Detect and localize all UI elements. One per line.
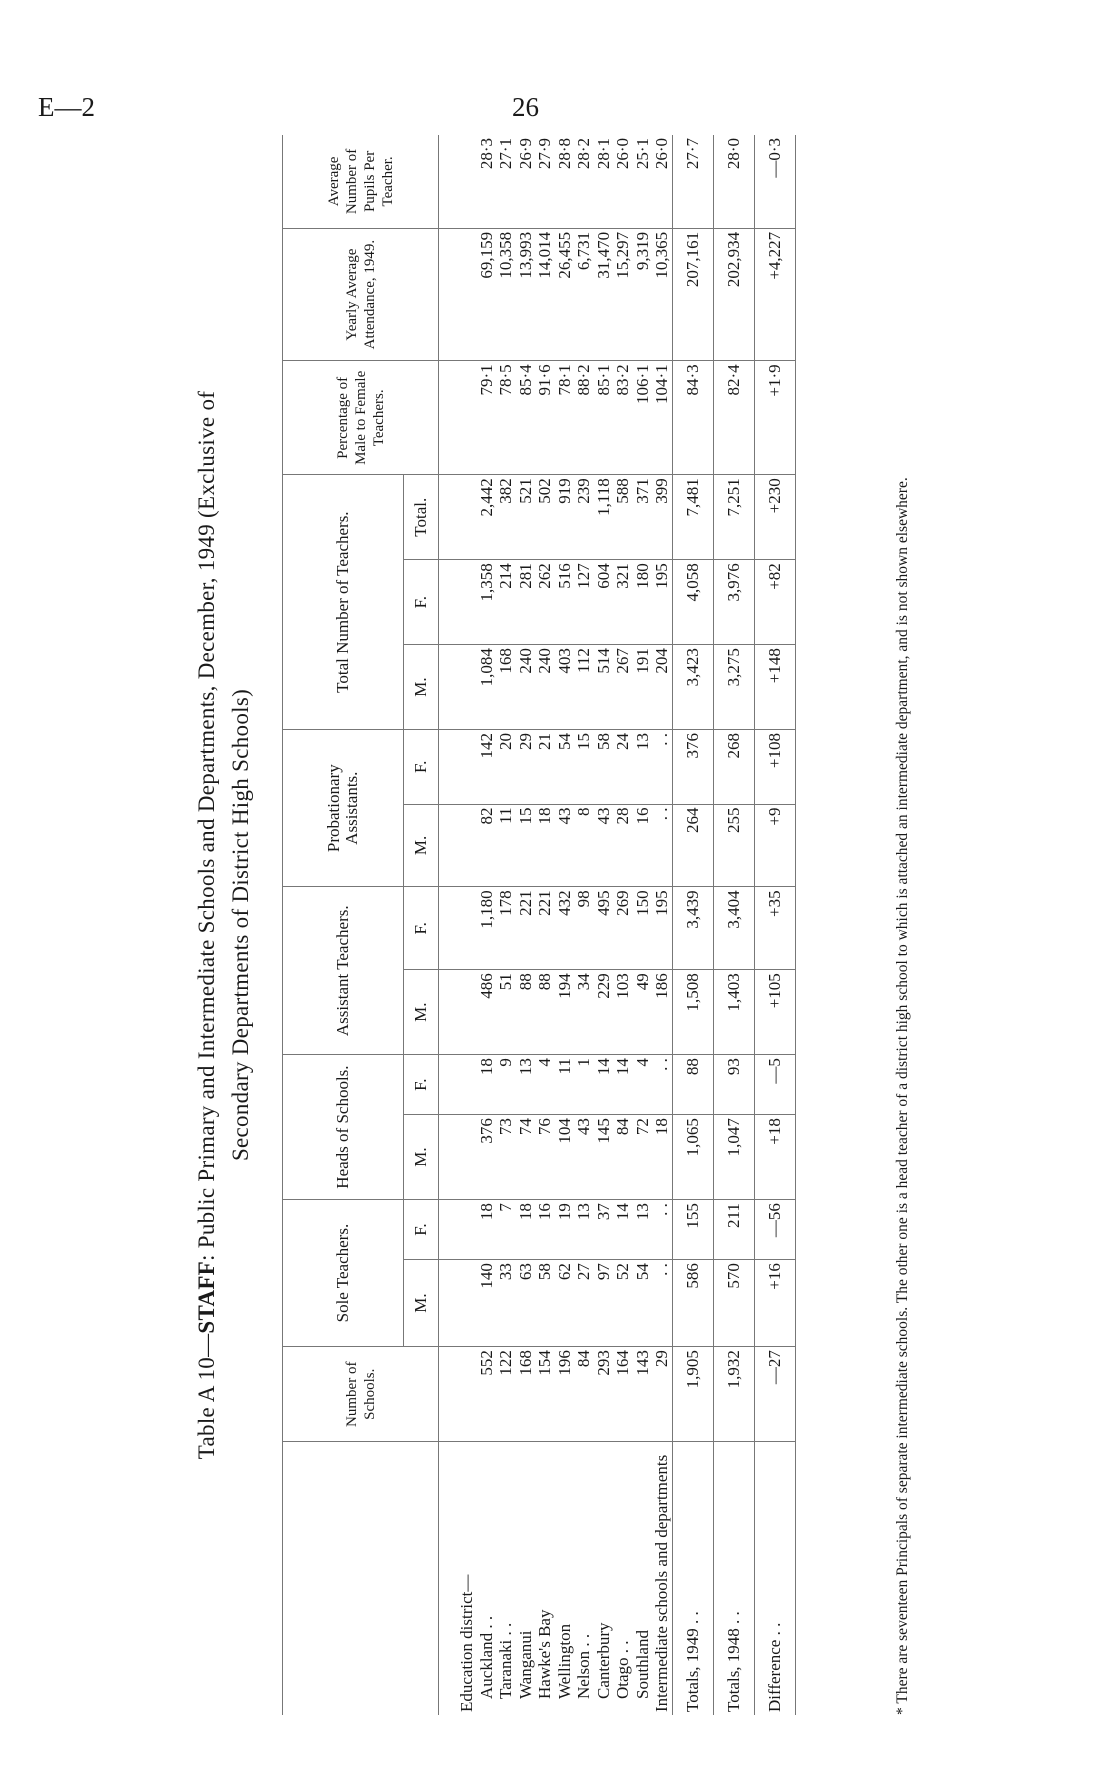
table-cell: 34 [574,970,594,1055]
table-cell: 27·7 [672,135,713,228]
table-cell: 1,118 [594,475,614,560]
table-cell: 85·1 [594,361,614,475]
table-cell: . . [652,730,672,805]
table-cell: —27 [754,1347,795,1442]
table-cell: 13,993 [516,228,536,361]
table-cell: —56 [754,1200,795,1260]
table-cell: 186 [652,970,672,1055]
table-cell: 13 [574,1200,594,1260]
subheader-f: F. [404,1055,439,1115]
table-cell: 97 [594,1260,614,1347]
table-cell: 4 [633,1055,653,1115]
table-cell: 52 [613,1260,633,1347]
table-cell: 229 [594,970,614,1055]
table-cell: +105 [754,970,795,1055]
title-line2: Secondary Departments of District High Schools) [228,688,253,1162]
table-cell: 194 [555,970,575,1055]
table-row [754,135,795,1715]
table-cell: 69,159 [477,228,497,361]
table-cell: 140 [477,1260,497,1347]
table-cell: 11 [496,804,516,887]
table-cell: 4,058 [672,560,713,645]
table-cell [439,730,477,805]
row-label: Auckland . . [476,1615,496,1699]
table-cell [439,1260,477,1347]
table-cell: 28·1 [594,135,614,228]
table-cell: +230 [754,475,795,560]
table-cell: 3,423 [672,645,713,730]
table-cell: 3,976 [713,560,754,645]
row-label: Wanganui [515,1630,535,1699]
table-cell: 1,508 [672,970,713,1055]
table-cell: 9,319 [633,228,653,361]
table-cell: 25·1 [633,135,653,228]
table-cell: 376 [477,1115,497,1200]
table-cell: 588 [613,475,633,560]
table-cell: 516 [555,560,575,645]
table-cell: 88·2 [574,361,594,475]
table-row [672,135,713,1715]
table-cell: 514 [594,645,614,730]
table-cell: 19 [555,1200,575,1260]
subheader-f: F. [404,1200,439,1260]
table-cell: 3,404 [713,887,754,970]
table-cell: 195 [652,887,672,970]
table-row [594,135,614,1715]
table-cell: 9 [496,1055,516,1115]
table-cell: 14 [613,1200,633,1260]
table-cell: 58 [594,730,614,805]
table-cell: 154 [535,1347,555,1442]
table-cell [439,1055,477,1115]
table-cell: 1 [574,1055,594,1115]
table-cell: 267 [613,645,633,730]
table-cell: 18 [477,1055,497,1115]
table-cell: 88 [516,970,536,1055]
table-cell: 54 [633,1260,653,1347]
table-cell: 293 [594,1347,614,1442]
table-cell: 15 [574,730,594,805]
table-cell: 10,358 [496,228,516,361]
table-cell [439,475,477,560]
title-rest: : Public Primary and Intermediate Schools and Departments, December, 1949 (Exclusive of [194,390,219,1261]
table-row [574,135,594,1715]
table-cell: 84 [613,1115,633,1200]
table-cell: 26·0 [613,135,633,228]
table-cell: 3,439 [672,887,713,970]
table-cell: 240 [535,645,555,730]
table-cell: 104 [555,1115,575,1200]
table-cell: 8 [574,804,594,887]
table-cell: 10,365 [652,228,672,361]
table-cell: 178 [496,887,516,970]
row-label: Difference . . [754,1442,795,1715]
table-cell: 604 [594,560,614,645]
table-cell: 79·1 [477,361,497,475]
table-cell: 3,275 [713,645,754,730]
header-percentage-male-female: Percentage of Male to Female Teachers. [283,361,439,475]
table-cell: 1,084 [477,645,497,730]
table-cell: 552 [477,1347,497,1442]
table-cell: 204 [652,645,672,730]
table-cell: 221 [535,887,555,970]
table-cell: 376 [672,730,713,805]
table-cell: 18 [535,804,555,887]
table-cell: . . [652,804,672,887]
table-cell: 13 [516,1055,536,1115]
subheader-f: F. [404,730,439,805]
table-cell: 29 [516,730,536,805]
table-cell: 88 [672,1055,713,1115]
table-cell: 31,470 [594,228,614,361]
subheader-m: M. [404,804,439,887]
table-cell: 54 [555,730,575,805]
table-cell: 16 [633,804,653,887]
table-cell: 1,065 [672,1115,713,1200]
table-cell: 18 [652,1115,672,1200]
table-cell: 214 [496,560,516,645]
subheader-f: F. [404,560,439,645]
table-row [477,135,497,1715]
subheader-f: F. [404,887,439,970]
table-cell: 403 [555,645,575,730]
table-cell: 18 [477,1200,497,1260]
table-cell: 26·9 [516,135,536,228]
table-cell: 4 [535,1055,555,1115]
table-cell: 202,934 [713,228,754,361]
table-cell: 83·2 [613,361,633,475]
table-row [633,135,653,1715]
table-cell: 145 [594,1115,614,1200]
row-label: Otago . . [613,1640,632,1699]
table-cell: 191 [633,645,653,730]
row-label: Southland [632,1630,652,1699]
table-cell: 7 [496,1200,516,1260]
table-cell: 33 [496,1260,516,1347]
table-cell: 143 [633,1347,653,1442]
table-cell: 82 [477,804,497,887]
table-cell: 13 [633,1200,653,1260]
table-cell: 51 [496,970,516,1055]
table-cell: 28·3 [477,135,497,228]
table-row [535,135,555,1715]
table-cell: 78·5 [496,361,516,475]
row-label: Education district— [457,1574,476,1712]
table-cell [439,970,477,1055]
table-cell: 28·8 [555,135,575,228]
table-cell: 13 [633,730,653,805]
table-cell: +9 [754,804,795,887]
table-cell: 28 [613,804,633,887]
table-cell: 196 [555,1347,575,1442]
table-cell: 1,047 [713,1115,754,1200]
table-cell [439,804,477,887]
table-row [713,135,754,1715]
subheader-m: M. [404,645,439,730]
table-cell [439,1115,477,1200]
table-cell: 207,161 [672,228,713,361]
table-cell [439,228,477,361]
table-cell [439,361,477,475]
subheader-total: Total. [404,475,439,560]
table-cell: 1,180 [477,887,497,970]
table-cell: 371 [633,475,653,560]
table-cell: +82 [754,560,795,645]
table-cell: +4,227 [754,228,795,361]
row-label: Nelson . . [574,1633,593,1699]
table-cell: 155 [672,1200,713,1260]
table-cell: 112 [574,645,594,730]
table-cell: 240 [516,645,536,730]
table-cell: 1,932 [713,1347,754,1442]
table-cell: 106·1 [633,361,653,475]
table-cell: 62 [555,1260,575,1347]
table-cell: +148 [754,645,795,730]
table-cell: 28·0 [713,135,754,228]
table-cell: 262 [535,560,555,645]
table-cell: 281 [516,560,536,645]
header-number-of-schools: Number of Schools. [283,1347,439,1442]
table-row [613,135,633,1715]
table-row [652,135,672,1715]
table-cell: 43 [594,804,614,887]
table-cell: 43 [574,1115,594,1200]
table-cell: 521 [516,475,536,560]
footnote: * There are seventeen Principals of separate intermediate schools. The other one is a head teacher of a district high school to which is attached an intermediate department, and is not shown elsewhere. [894,477,911,1715]
table-cell: 14 [613,1055,633,1115]
table-cell: 26,455 [555,228,575,361]
table-cell: —5 [754,1055,795,1115]
table-cell: 88 [535,970,555,1055]
table-cell: 28·2 [574,135,594,228]
table-cell: 2,442 [477,475,497,560]
table-cell: 21 [535,730,555,805]
staff-table [282,135,796,1715]
table-cell: 432 [555,887,575,970]
subheader-m: M. [404,1115,439,1200]
table-cell [439,1200,477,1260]
table-cell: 103 [613,970,633,1055]
table-cell: 11 [555,1055,575,1115]
table-row [555,135,575,1715]
rotated-table-block [190,135,930,1715]
row-label: Wellington [554,1623,574,1699]
row-label: Intermediate schools and departments [652,1454,671,1712]
table-cell: —0·3 [754,135,795,228]
table-row [496,135,516,1715]
title-prefix: Table A 10— [194,1333,219,1460]
table-cell: 15,297 [613,228,633,361]
table-cell [439,135,477,228]
table-cell: 18 [516,1200,536,1260]
table-cell: 84·3 [672,361,713,475]
table-row [516,135,536,1715]
table-cell: 382 [496,475,516,560]
table-cell: 268 [713,730,754,805]
table-cell: 168 [516,1347,536,1442]
table-cell: 15 [516,804,536,887]
table-cell: 26·0 [652,135,672,228]
table-cell: 63 [516,1260,536,1347]
table-row [439,135,477,1715]
table-cell: 127 [574,560,594,645]
table-cell [439,1347,477,1442]
table-cell: +16 [754,1260,795,1347]
table-cell: 1,403 [713,970,754,1055]
header-yearly-attendance: Yearly Average Attendance, 1949. [283,228,439,361]
table-cell: +35 [754,887,795,970]
table-cell: 570 [713,1260,754,1347]
table-cell: 221 [516,887,536,970]
table-cell: 180 [633,560,653,645]
table-cell: 93 [713,1055,754,1115]
table-cell: 74 [516,1115,536,1200]
row-label: Totals, 1948 . . [713,1442,754,1715]
table-cell: 586 [672,1260,713,1347]
table-cell: 84 [574,1347,594,1442]
table-cell: 24 [613,730,633,805]
header-probationary-assistants: Probationary Assistants. [283,730,404,887]
table-cell: 27·9 [535,135,555,228]
table-cell: 20 [496,730,516,805]
table-cell: 486 [477,970,497,1055]
header-sole-teachers: Sole Teachers. [283,1200,404,1347]
table-cell: 150 [633,887,653,970]
table-cell: 29 [652,1347,672,1442]
header-total-teachers: Total Number of Teachers. [283,475,404,730]
table-cell: 1,905 [672,1347,713,1442]
table-cell: 919 [555,475,575,560]
table-cell: 98 [574,887,594,970]
table-cell: +18 [754,1115,795,1200]
table-cell: 7,481 [672,475,713,560]
table-title [190,135,258,1715]
header-heads-of-schools: Heads of Schools. [283,1055,404,1200]
table-cell: 49 [633,970,653,1055]
table-cell: 85·4 [516,361,536,475]
subheader-m: M. [404,1260,439,1347]
table-cell: 7,251 [713,475,754,560]
table-cell: 58 [535,1260,555,1347]
page-reference: E—2 [38,92,95,122]
table-cell: 195 [652,560,672,645]
header-blank [283,1442,439,1715]
table-cell: +108 [754,730,795,805]
table-cell: 239 [574,475,594,560]
table-cell: 1,358 [477,560,497,645]
row-label: Totals, 1949 . . [672,1442,713,1715]
table-body [439,135,796,1715]
table-cell: 82·4 [713,361,754,475]
table-cell: 14,014 [535,228,555,361]
table-cell: . . [652,1055,672,1115]
table-cell: 211 [713,1200,754,1260]
table-cell: 142 [477,730,497,805]
table-cell: +1·9 [754,361,795,475]
table-cell: 91·6 [535,361,555,475]
table-cell: . . [652,1260,672,1347]
row-label: Hawke's Bay [535,1609,554,1699]
table-cell: 73 [496,1115,516,1200]
table-cell: 164 [613,1347,633,1442]
table-cell: 502 [535,475,555,560]
table-cell: 72 [633,1115,653,1200]
table-cell: 78·1 [555,361,575,475]
table-cell [439,645,477,730]
table-cell: 495 [594,887,614,970]
row-label: Canterbury [593,1622,613,1699]
table-cell [439,887,477,970]
table-cell [439,560,477,645]
table-cell: 76 [535,1115,555,1200]
page-number: 26 [512,92,539,122]
table-cell: 104·1 [652,361,672,475]
header-assistant-teachers: Assistant Teachers. [283,887,404,1055]
table-cell: 122 [496,1347,516,1442]
table-cell: 6,731 [574,228,594,361]
table-cell: 14 [594,1055,614,1115]
header-pupils-per-teacher: Average Number of Pupils Per Teacher. [283,135,439,228]
table-cell: 255 [713,804,754,887]
table-cell: 399 [652,475,672,560]
table-cell: 168 [496,645,516,730]
table-cell: 37 [594,1200,614,1260]
table-cell: 43 [555,804,575,887]
title-bold: STAFF [194,1260,219,1334]
table-cell: 27 [574,1260,594,1347]
table-cell: 27·1 [496,135,516,228]
subheader-m: M. [404,970,439,1055]
row-label: Taranaki . . [496,1622,515,1699]
table-cell: 269 [613,887,633,970]
table-cell: 16 [535,1200,555,1260]
table-cell: 321 [613,560,633,645]
table-cell: 264 [672,804,713,887]
table-cell: . . [652,1200,672,1260]
